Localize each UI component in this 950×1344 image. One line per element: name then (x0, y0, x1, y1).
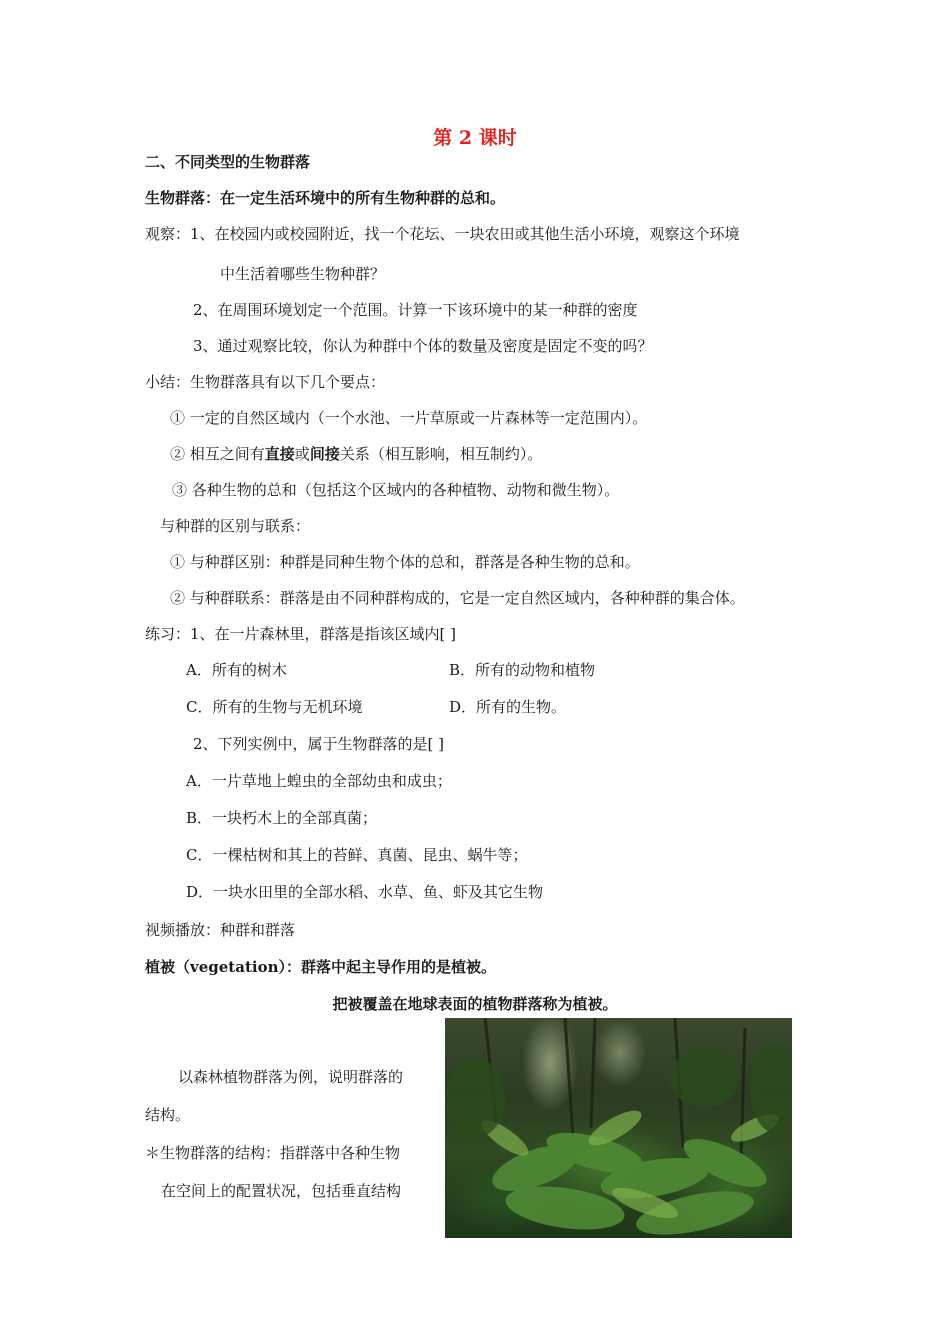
q2-option-a: A．一片草地上蝗虫的全部幼虫和成虫； (186, 772, 452, 790)
structure-text-1: ＊生物群落的结构：指群落中各种生物 (145, 1144, 401, 1162)
relation-connection: ② 与种群联系：群落是由不同种群构成的，它是一定自然区域内，各种种群的集合体。 (170, 589, 745, 607)
forest-photo (445, 1018, 792, 1238)
relation-difference: ① 与种群区别：种群是同种生物个体的总和，群落是各种生物的总和。 (170, 553, 640, 571)
q2-option-b: B．一块朽木上的全部真菌； (186, 809, 378, 827)
q1-option-b: B．所有的动物和植物 (449, 661, 596, 679)
observe-line-1: 观察：1、在校园内或校园附近，找一个花坛、一块农田或其他生活小环境，观察这个环境 (145, 225, 740, 243)
page-title: 第 2 课时 (433, 127, 517, 149)
q1-option-d: D．所有的生物。 (449, 698, 567, 716)
forest-text-2: 结构。 (145, 1106, 191, 1124)
summary-point-3: ③ 各种生物的总和（包括这个区域内的各种植物、动物和微生物）。 (172, 481, 620, 499)
summary-point-2-text-c: 或 (294, 445, 310, 463)
observe-line-2: 中生活着哪些生物种群？ (220, 265, 386, 283)
exercise-question-2: 2、下列实例中，属于生物群落的是[ ] (193, 735, 445, 753)
q1-option-a: A．所有的树木 (186, 661, 287, 679)
q2-option-c: C．一棵枯树和其上的苔鲜、真菌、昆虫、蜗牛等； (186, 846, 528, 864)
structure-text-2: 在空间上的配置状况，包括垂直结构 (161, 1182, 402, 1200)
section-heading: 二、不同类型的生物群落 (145, 153, 311, 171)
summary-point-2 (170, 444, 542, 464)
q1-option-c: C．所有的生物与无机环境 (186, 698, 363, 716)
summary-point-2-text-e: 关系（相互影响，相互制约）。 (339, 445, 543, 463)
relation-intro: 与种群的区别与联系： (160, 517, 311, 535)
summary-intro: 小结：生物群落具有以下几个要点： (145, 373, 386, 391)
vegetation-heading: 植被（vegetation）：群落中起主导作用的是植被。 (145, 958, 496, 976)
summary-point-2-indirect: 间接 (309, 445, 340, 463)
video-note: 视频播放：种群和群落 (145, 921, 296, 939)
q2-option-d: D．一块水田里的全部水稻、水草、鱼、虾及其它生物 (186, 883, 544, 901)
community-definition: 生物群落：在一定生活环境中的所有生物种群的总和。 (145, 189, 506, 207)
summary-point-2-direct: 直接 (264, 445, 295, 463)
summary-point-1: ① 一定的自然区域内（一个水池、一片草原或一片森林等一定范围内）。 (170, 409, 648, 427)
summary-point-2-text-a: ② 相互之间有 (170, 445, 265, 463)
vegetation-definition: 把被覆盖在地球表面的植物群落称为植被。 (332, 995, 618, 1013)
exercise-question-1: 练习：1、在一片森林里，群落是指该区域内[ ] (145, 625, 457, 643)
forest-photo-art (445, 1018, 792, 1238)
observe-line-4: 3、通过观察比较，你认为种群中个体的数量及密度是固定不变的吗？ (193, 337, 653, 355)
observe-line-3: 2、在周围环境划定一个范围。计算一下该环境中的某一种群的密度 (193, 301, 638, 319)
forest-text-1: 以森林植物群落为例，说明群落的 (178, 1068, 404, 1086)
